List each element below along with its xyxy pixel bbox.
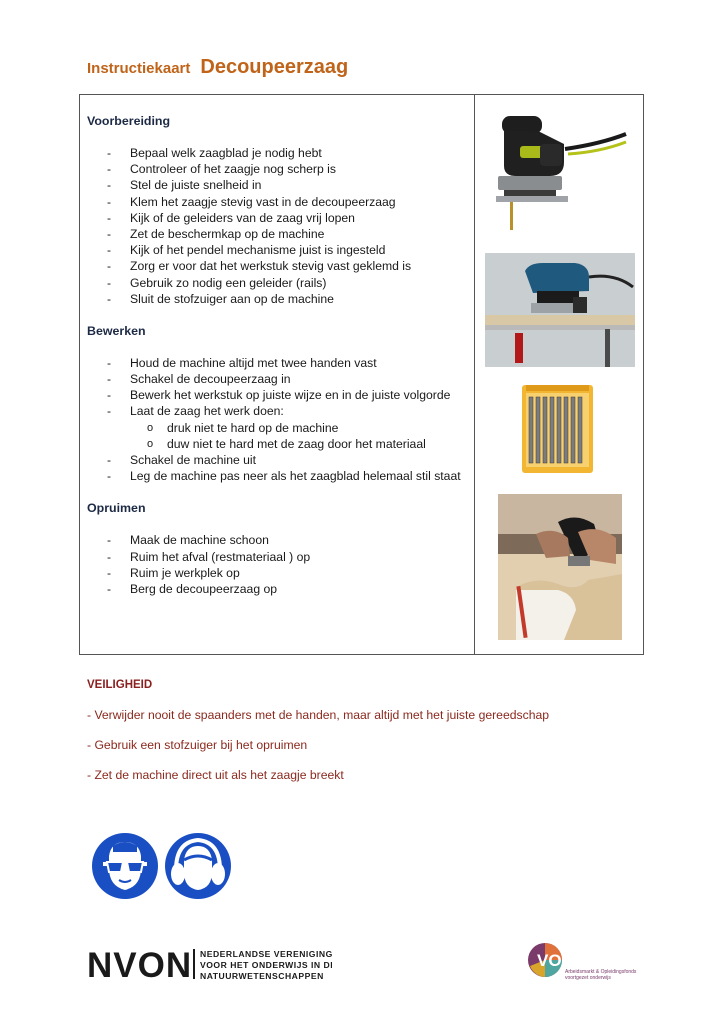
card-label: Instructiekaart <box>87 60 191 77</box>
column-divider <box>474 95 475 654</box>
list-item: - Sluit de stofzuiger aan op de machine <box>87 291 467 307</box>
list-item: - Kijk of de geleiders van de zaag vrij lopen <box>87 210 467 226</box>
list-item: - Leg de machine pas neer als het zaagblad helemaal stil staat <box>87 468 467 484</box>
safety-item: - Gebruik een stofzuiger bij het opruimen <box>87 738 308 752</box>
list-item: - Stel de juiste snelheid in <box>87 177 467 193</box>
sub-list-item: o duw niet te hard met de zaag door het materiaal <box>87 436 467 452</box>
list-item: - Klem het zaagje stevig vast in de decoupeerzaag <box>87 194 467 210</box>
bewerken-list <box>87 355 467 420</box>
list-item: - Ruim het afval (restmateriaal ) op <box>87 549 467 565</box>
saw-blades-photo <box>520 383 595 475</box>
list-item: - Zet de beschermkap op de machine <box>87 226 467 242</box>
jigsaw-rail-photo <box>485 253 635 367</box>
voion-mark: VOION <box>537 951 592 970</box>
list-item: - Bewerk het werkstuk op juiste wijze en in de juiste volgorde <box>87 387 467 403</box>
page-title <box>87 56 348 79</box>
bewerken-list-end <box>87 452 467 484</box>
list-item: - Controleer of het zaagje nog scherp is <box>87 161 467 177</box>
list-item: - Berg de decoupeerzaag op <box>87 581 467 597</box>
sub-list-item: o druk niet te hard op de machine <box>87 420 467 436</box>
nvon-line: NATUURWETENSCHAPPEN <box>200 971 324 981</box>
list-item: - Zorg er voor dat het werkstuk stevig vast geklemd is <box>87 258 467 274</box>
safety-item: - Verwijder nooit de spaanders met de handen, maar altijd met het juiste gereedschap <box>87 708 550 722</box>
section-title-bewerken: Bewerken <box>87 323 146 338</box>
section-title-voorbereiding: Voorbereiding <box>87 114 171 128</box>
safety-title: VEILIGHEID <box>87 679 153 691</box>
nvon-mark: NVON <box>87 946 193 982</box>
opruimen-list <box>87 532 467 597</box>
safety-item: - Zet de machine direct uit als het zaagje breekt <box>87 768 344 782</box>
bewerken-sublist <box>87 420 467 452</box>
ear-protection-icon <box>162 830 234 902</box>
section-title-opruimen: Opruimen <box>87 501 146 516</box>
jigsaw-photo <box>490 104 630 234</box>
jigsaw-in-use-photo <box>498 494 622 640</box>
voion-logo <box>527 940 642 987</box>
instruction-content <box>87 113 467 597</box>
safety-section <box>87 677 647 783</box>
nvon-logo <box>87 946 332 987</box>
voion-line: Arbeidsmarkt & Opleidingsfonds <box>565 969 637 975</box>
list-item: - Gebruik zo nodig een geleider (rails) <box>87 275 467 291</box>
list-item: - Maak de machine schoon <box>87 532 467 548</box>
list-item: - Kijk of het pendel mechanisme juist is ingesteld <box>87 242 467 258</box>
nvon-line: NEDERLANDSE VERENIGING <box>200 949 332 959</box>
list-item: - Houd de machine altijd met twee handen vast <box>87 355 467 371</box>
list-item: - Ruim je werkplek op <box>87 565 467 581</box>
list-item: - Laat de zaag het werk doen: <box>87 403 467 419</box>
list-item: - Schakel de decoupeerzaag in <box>87 371 467 387</box>
list-item: - Bepaal welk zaagblad je nodig hebt <box>87 145 467 161</box>
voion-line: voortgezet onderwijs <box>565 975 611 981</box>
tool-name: Decoupeerzaag <box>200 56 349 78</box>
nvon-line: VOOR HET ONDERWIJS IN DE <box>200 960 332 970</box>
list-item: - Schakel de machine uit <box>87 452 467 468</box>
voorbereiding-list <box>87 145 467 307</box>
safety-glasses-icon <box>89 830 161 902</box>
